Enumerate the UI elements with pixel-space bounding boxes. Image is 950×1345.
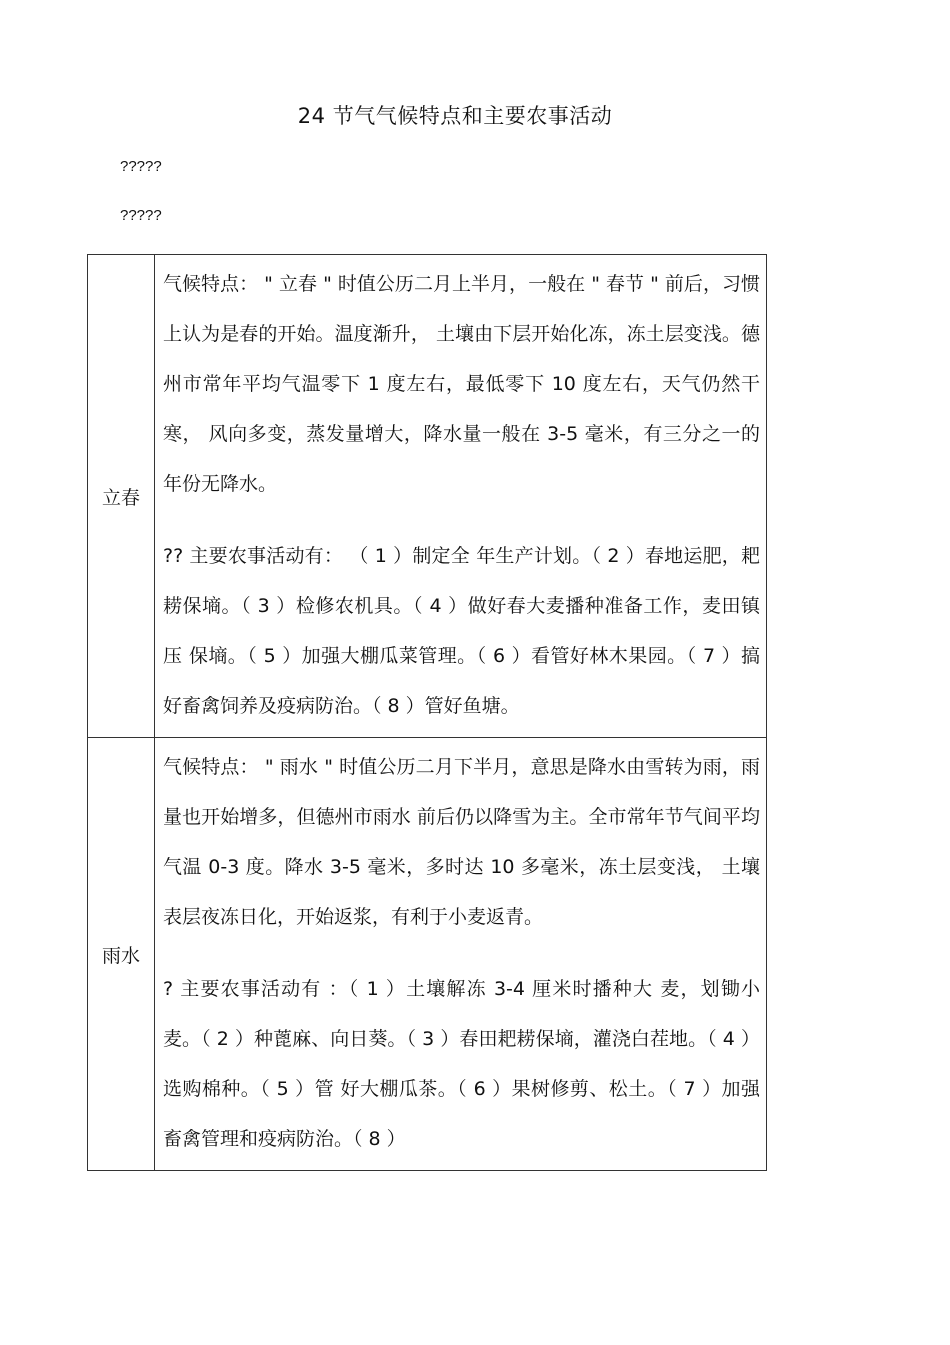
farming-paragraph: ?? 主要农事活动有： （ 1 ）制定全 年生产计划。（ 2 ）春地运肥，耙耢保墒。（ 3 ）检修农机具。（ 4 ）做好春大麦播种准备工作，麦田镇压 保墒。（ 5 ）加强大棚瓜菜管理。（ 6 ）看管好林木果园。（ 7 ）搞好畜禽饲养及疫病防治。（ 8 ）管好鱼塘。	[163, 545, 760, 717]
term-content-cell	[155, 738, 767, 1171]
climate-paragraph: 气候特点： " 雨水 " 时值公历二月下半月，意思是降水由雪转为雨，雨量也开始增多，但德州市雨水 前后仍以降雪为主。全市常年节气间平均气温 0-3 度。降水 3-5 毫米，多时达 10 多毫米，冻土层变浅， 土壤表层夜冻日化，开始返浆，有利于小麦返青。	[163, 756, 760, 928]
term-name-cell: 雨水	[88, 738, 155, 1171]
document-title: 24 节气气候特点和主要农事活动	[297, 104, 613, 128]
term-content-cell	[155, 255, 767, 738]
farming-paragraph: ? 主要农事活动有 ：（ 1 ）土壤解冻 3-4 厘米时播种大 麦，划锄小麦。（ 2 ）种蓖麻、向日葵。（ 3 ）春田耙耢保墒，灌浇白茬地。（ 4 ）选购棉种。（ 5 ）管 好大棚瓜茶。（ 6 ）果树修剪、松土。（ 7 ）加强畜禽管理和疫病防治。（ 8 ）	[163, 978, 760, 1150]
solar-terms-table	[87, 254, 767, 1171]
placeholder-mark: ?????	[120, 207, 162, 224]
climate-paragraph: 气候特点： " 立春 " 时值公历二月上半月，一般在 " 春节 " 前后，习惯上认为是春的开始。温度渐升， 土壤由下层开始化冻，冻土层变浅。德州市常年平均气温零下 1 度左右，最低零下 10 度左右，天气仍然干寒， 风向多变，蒸发量增大，降水量一般在 3-5 毫米，有三分之一的年份无降水。	[163, 273, 760, 495]
table-row	[88, 738, 767, 1171]
table-row	[88, 255, 767, 738]
placeholder-mark: ?????	[120, 158, 162, 175]
term-name-cell: 立春	[88, 255, 155, 738]
